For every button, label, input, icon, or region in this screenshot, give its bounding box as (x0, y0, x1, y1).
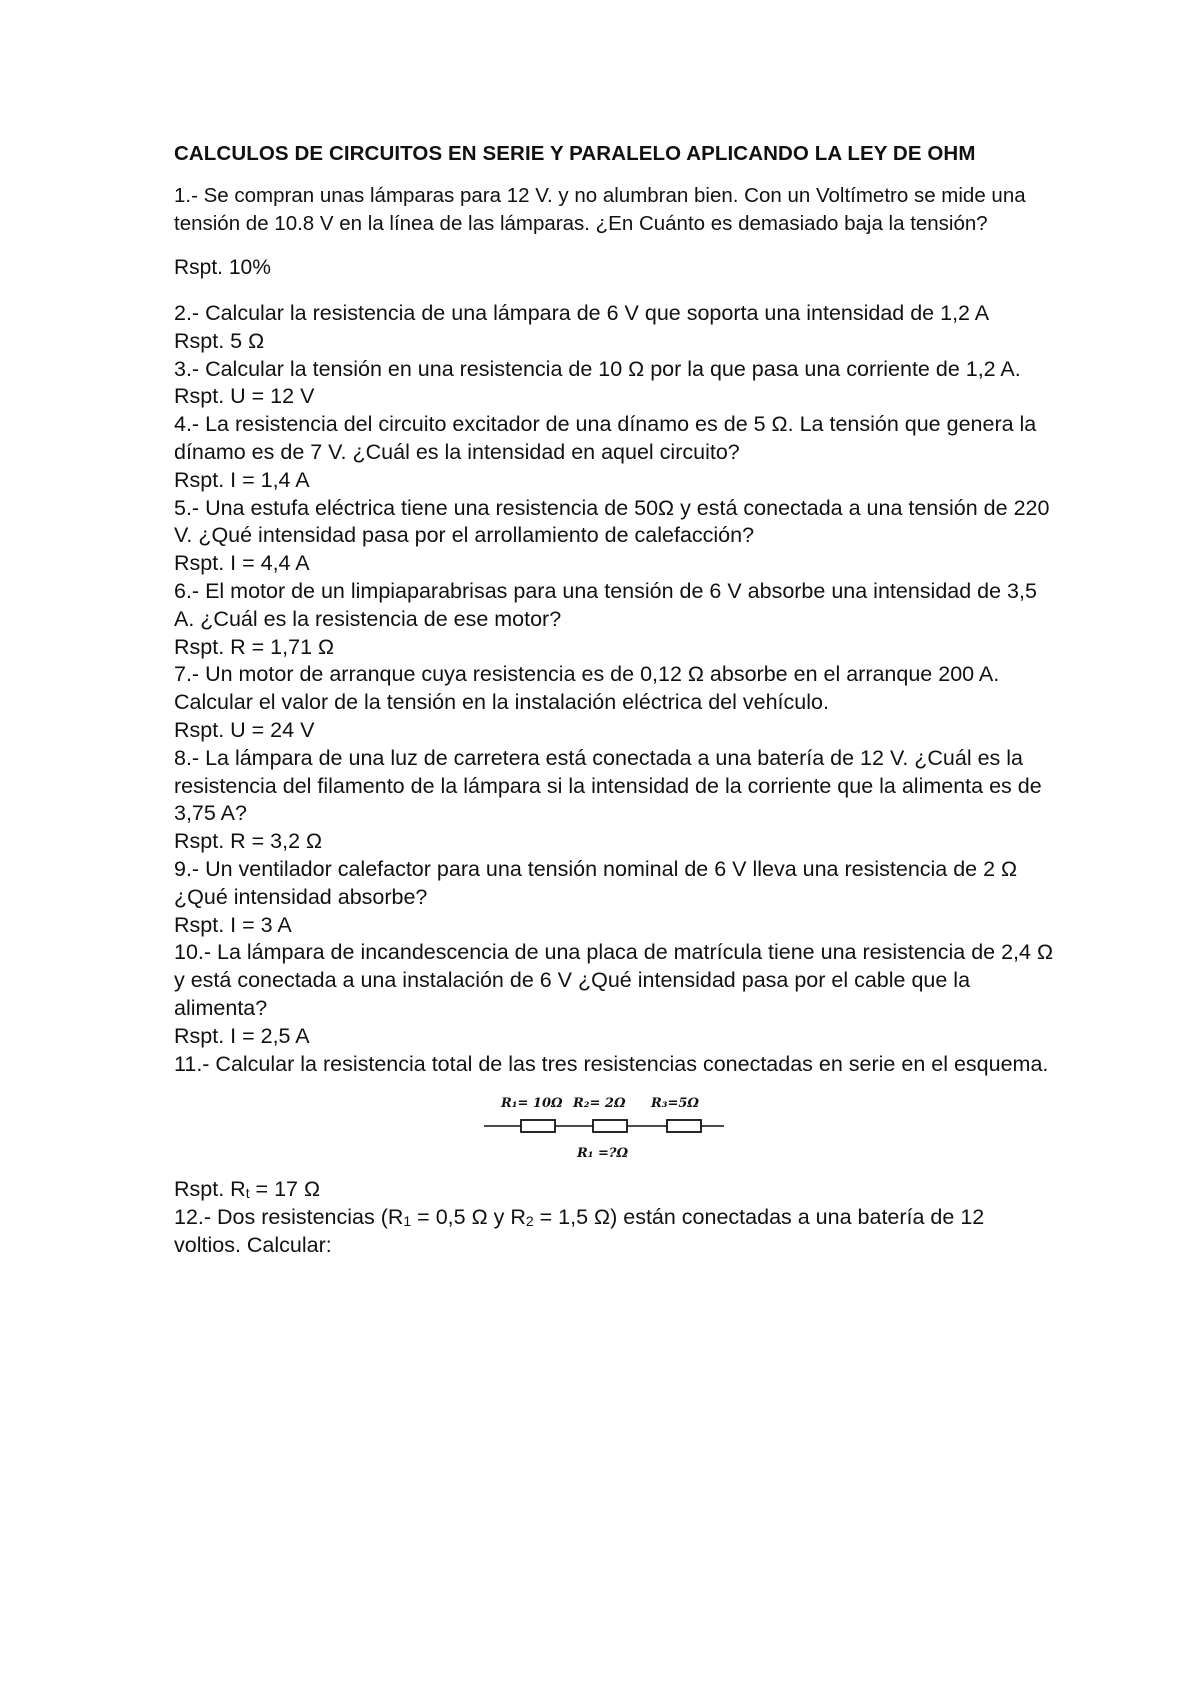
problem-4-text: 4.- La resistencia del circuito excitador de una dínamo es de 5 Ω. La tensión que genera la dínamo es de 7 V. ¿Cuál es la intensidad en aquel circuito? (174, 412, 1037, 464)
problem-10-answer: Rspt. I = 2,5 A (174, 1023, 310, 1048)
problem-12-text-b: = 0,5 Ω y R (411, 1205, 526, 1230)
problem-1-answer: Rspt. 10% (174, 256, 271, 279)
series-circuit-diagram (479, 1088, 729, 1170)
problem-1-text: 1.- Se compran unas lámparas para 12 V. y no alumbran bien. Con un Voltímetro se mide una tensión de 10.8 V en la línea de las lámparas. ¿En Cuánto es demasiado baja la tensión? (174, 184, 1026, 235)
problem-6-answer: Rspt. R = 1,71 Ω (174, 634, 335, 659)
problem-12-text-c: = 1,5 Ω) están conectadas a una batería de 12 voltios. Calcular: (174, 1205, 985, 1257)
problem-12-text (174, 1204, 1054, 1260)
resistor-r3 (667, 1120, 701, 1132)
problem-9-answer: Rspt. I = 3 A (174, 912, 292, 937)
problem-10-text: 10.- La lámpara de incandescencia de una placa de matrícula tiene una resistencia de 2,4 Ω y está conectada a una instalación de 6 V ¿Qué intensidad pasa por el cable que la alimenta? (174, 940, 1054, 1020)
problem-5-text: 5.- Una estufa eléctrica tiene una resistencia de 50Ω y está conectada a una tensión de 220 V. ¿Qué intensidad pasa por el arrollamiento de calefacción? (174, 495, 1050, 548)
problem-2-answer: Rspt. 5 Ω (174, 328, 265, 353)
problem-7-answer: Rspt. U = 24 V (174, 717, 315, 742)
problem-3-answer: Rspt. U = 12 V (174, 384, 315, 409)
problem-4-answer: Rspt. I = 1,4 A (174, 467, 310, 492)
problem-12-sub-1: 1 (403, 1213, 412, 1230)
problem-11-answer-prefix: Rspt. R (174, 1177, 246, 1202)
resistor-r2 (593, 1120, 627, 1132)
problem-11-answer-suffix: = 17 Ω (249, 1177, 321, 1202)
resistor-r1 (521, 1120, 555, 1132)
problem-2-text: 2.- Calcular la resistencia de una lámpara de 6 V que soporta una intensidad de 1,2 A (174, 301, 990, 325)
problems-list (174, 300, 1054, 1260)
problem-11-answer-sub: t (245, 1185, 250, 1202)
problem-8-text: 8.- La lámpara de una luz de carretera está conectada a una batería de 12 V. ¿Cuál es la resistencia del filamento de la lámpara si la intensidad de la corriente que la alimenta es de 3,75 A? (174, 745, 1042, 826)
problem-3-text: 3.- Calcular la tensión en una resistencia de 10 Ω por la que pasa una corriente de 1,2 A. (174, 356, 1021, 381)
problem-6-text: 6.- El motor de un limpiaparabrisas para una tensión de 6 V absorbe una intensidad de 3,5 A. ¿Cuál es la resistencia de ese motor? (174, 578, 1037, 631)
problem-8-answer: Rspt. R = 3,2 Ω (174, 829, 323, 854)
r3-label: R₃=5Ω (651, 1096, 700, 1112)
r2-label: R₂= 2Ω (573, 1096, 626, 1112)
total-resistance-label: R₁ =?Ω (577, 1146, 629, 1162)
problem-5-answer: Rspt. I = 4,4 A (174, 551, 310, 576)
problem-12-sub-2: 2 (525, 1213, 534, 1230)
problem-12-text-a: 12.- Dos resistencias (R (174, 1205, 404, 1230)
problem-11-answer (174, 1176, 1054, 1204)
problem-9-text: 9.- Un ventilador calefactor para una tensión nominal de 6 V lleva una resistencia de 2 Ω ¿Qué intensidad absorbe? (174, 856, 1018, 909)
problem-11-text: 11.- Calcular la resistencia total de las tres resistencias conectadas en serie en el esquema. (174, 1051, 1049, 1076)
document-title: CALCULOS DE CIRCUITOS EN SERIE Y PARALELO APLICANDO LA LEY DE OHM (174, 142, 976, 165)
problem-7-text: 7.- Un motor de arranque cuya resistencia es de 0,12 Ω absorbe en el arranque 200 A. Calcular el valor de la tensión en la instalación eléctrica del vehículo. (174, 662, 1000, 715)
document-body (174, 140, 1054, 1260)
r1-label: R₁= 10Ω (501, 1096, 563, 1112)
